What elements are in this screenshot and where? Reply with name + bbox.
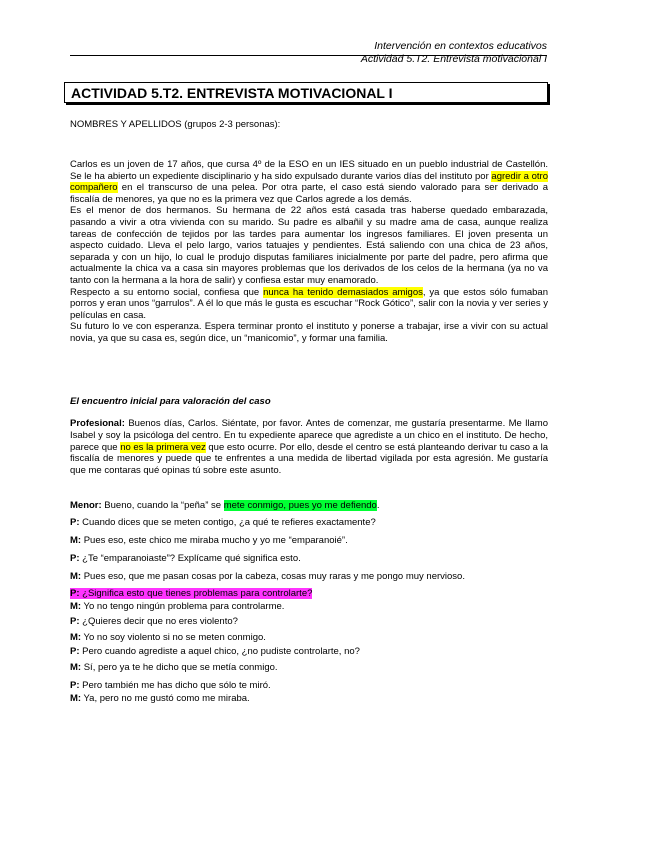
speaker-label: P: <box>70 553 80 564</box>
highlight-yellow: no es la primera vez <box>120 441 206 453</box>
professional-intro <box>70 418 548 477</box>
dialog-text: Pero cuando agrediste a aquel chico, ¿no pudiste controlarte, no? <box>79 646 360 657</box>
dialog-line <box>70 680 271 692</box>
dialog-text: Cuando dices que se meten contigo, ¿a qué te refieres exactamente? <box>79 517 376 528</box>
speaker-label: M: <box>70 693 82 704</box>
dialog-line <box>70 662 278 674</box>
story-text: Respecto a su entorno social, confiesa que <box>70 286 264 298</box>
dialog-text: ¿Quieres decir que no eres violento? <box>79 616 238 627</box>
dialog-text: Pues eso, este chico me miraba mucho y yo me “emparanoié”. <box>81 535 348 546</box>
header-activity: Actividad 5.T2. Entrevista motivacional I <box>360 53 547 65</box>
story-paragraph-4: Su futuro lo ve con esperanza. Espera terminar pronto el instituto y ponerse a trabajar, irse a vivir con su actual novia, ya que su casa es, según dice, un “manicomio”, y formar una familia. <box>70 321 548 344</box>
speaker-label: P: <box>70 646 80 657</box>
dialog-text: ¿Te “emparanoiaste”? Explícame qué significa esto. <box>79 553 301 564</box>
dialog-line <box>70 616 238 628</box>
dialog-text: . <box>376 500 380 511</box>
dialog-line <box>70 571 465 583</box>
dialog-text: ¿Significa esto que tienes problemas para controlarte? <box>79 588 313 599</box>
speaker-label: P: <box>70 588 80 599</box>
highlight-green: mete conmigo, pues yo me defiendo <box>223 500 377 511</box>
speaker-label: M: <box>70 662 82 673</box>
running-header <box>361 40 547 66</box>
dialog-text: Ya, pero no me gustó como me miraba. <box>81 693 250 704</box>
speaker-label: P: <box>70 616 80 627</box>
speaker-label: P: <box>70 517 80 528</box>
story-text: en el transcurso de una pelea. Por otra parte, el caso está siendo valorado para ser derivado a fiscalía de menores, ya que no es la primera vez que Carlos agrede a los demás. <box>70 182 548 205</box>
highlight-magenta <box>70 588 312 599</box>
dialog-text: Yo no tengo ningún problema para controlarme. <box>81 601 285 612</box>
dialog-text: Pero también me has dicho que sólo te miró. <box>79 680 271 691</box>
header-divider <box>70 55 547 56</box>
section-heading: El encuentro inicial para valoración del caso <box>70 396 271 407</box>
speaker-label: P: <box>70 680 80 691</box>
dialog-line <box>70 693 250 705</box>
story-paragraph-2: Es el menor de dos hermanos. Su hermana de 22 años está casada tras haberse quedado embarazada, pasando a vivir a otra vivienda con su marido. Su padre es albañil y su madre ama de casa, aunque realiza tareas de confección de tejidos por las tardes para aumentar los ingresos familiares. El joven presenta un aspecto cuidado. Lleva el pelo largo, varios tatuajes y pendientes. Está saliendo con una chica de 23 años, separada y con un hijo, lo cual le produjo disputas familiares inicialmente por parte del padre, pero afirma que actualmente la chica va a casa sin mayores problemas que los derivados de los celos de la hermana (ya no va tanto con la hermana a la hora de salir) y confiesa estar muy enamorado. <box>70 205 548 286</box>
speaker-label: Menor: <box>70 500 102 511</box>
dialog-line <box>70 553 301 565</box>
case-description <box>70 159 548 345</box>
dialog-line <box>70 588 312 600</box>
dialog-text: Pues eso, que me pasan cosas por la cabeza, cosas muy raras y me pongo muy nervioso. <box>81 571 465 582</box>
dialog-text: Yo no soy violento si no se meten conmigo. <box>81 632 266 643</box>
dialog-text: Buenos días, Carlos. Siéntate, por favor. Antes de comenzar, me gustaría presentarme. Me llamo Isabel y soy la psicóloga del centro. En tu expediente aparece que agrediste a un chico en el instituto. De hecho, parece que <box>70 418 548 453</box>
dialog-text: Sí, pero ya te he dicho que se metía conmigo. <box>81 662 278 673</box>
header-course: Intervención en contextos educativos <box>374 40 547 52</box>
dialog-line <box>70 535 348 547</box>
highlight-yellow: nunca ha tenido demasiados amigos <box>263 286 423 298</box>
speaker-label: M: <box>70 632 82 643</box>
dialog-line <box>70 601 284 613</box>
dialog-line <box>70 646 360 658</box>
dialog-text: que esto ocurre. Por ello, desde el centro se está planteando derivar tu caso a la fiscalía de menores y puede que te enfrentes a una medida de libertad vigilada por esta agresión. Me gustaría que me contaras qué opinas tú sobre este asunto. <box>70 441 548 477</box>
activity-title: ACTIVIDAD 5.T2. ENTREVISTA MOTIVACIONAL I <box>64 82 548 103</box>
dialog-line <box>70 632 266 644</box>
speaker-label: M: <box>70 535 82 546</box>
story-text: , ya que estos sólo fumaban porros y eran unos “garrulos”. A él lo que más le gusta es escuchar “Rock Gótico”, salir con la novia y ver series y películas en casa. <box>70 286 548 321</box>
dialog-text: Bueno, cuando la “peña” se <box>101 500 224 511</box>
speaker-label: M: <box>70 571 82 582</box>
dialog-line <box>70 517 376 529</box>
names-prompt: NOMBRES Y APELLIDOS (grupos 2-3 personas): <box>70 119 281 130</box>
speaker-label: M: <box>70 601 82 612</box>
story-text: Carlos es un joven de 17 años, que cursa 4º de la ESO en un IES situado en un pueblo industrial de Castellón. Se le ha abierto un expediente disciplinario y ha sido expulsado durante varios días del instituto por <box>70 159 548 182</box>
dialog-line <box>70 500 379 512</box>
highlight-yellow: agredir a otro compañero <box>70 170 548 194</box>
story-paragraph-1 <box>70 159 548 205</box>
speaker-label: Profesional: <box>70 418 125 429</box>
story-paragraph-3 <box>70 287 548 322</box>
